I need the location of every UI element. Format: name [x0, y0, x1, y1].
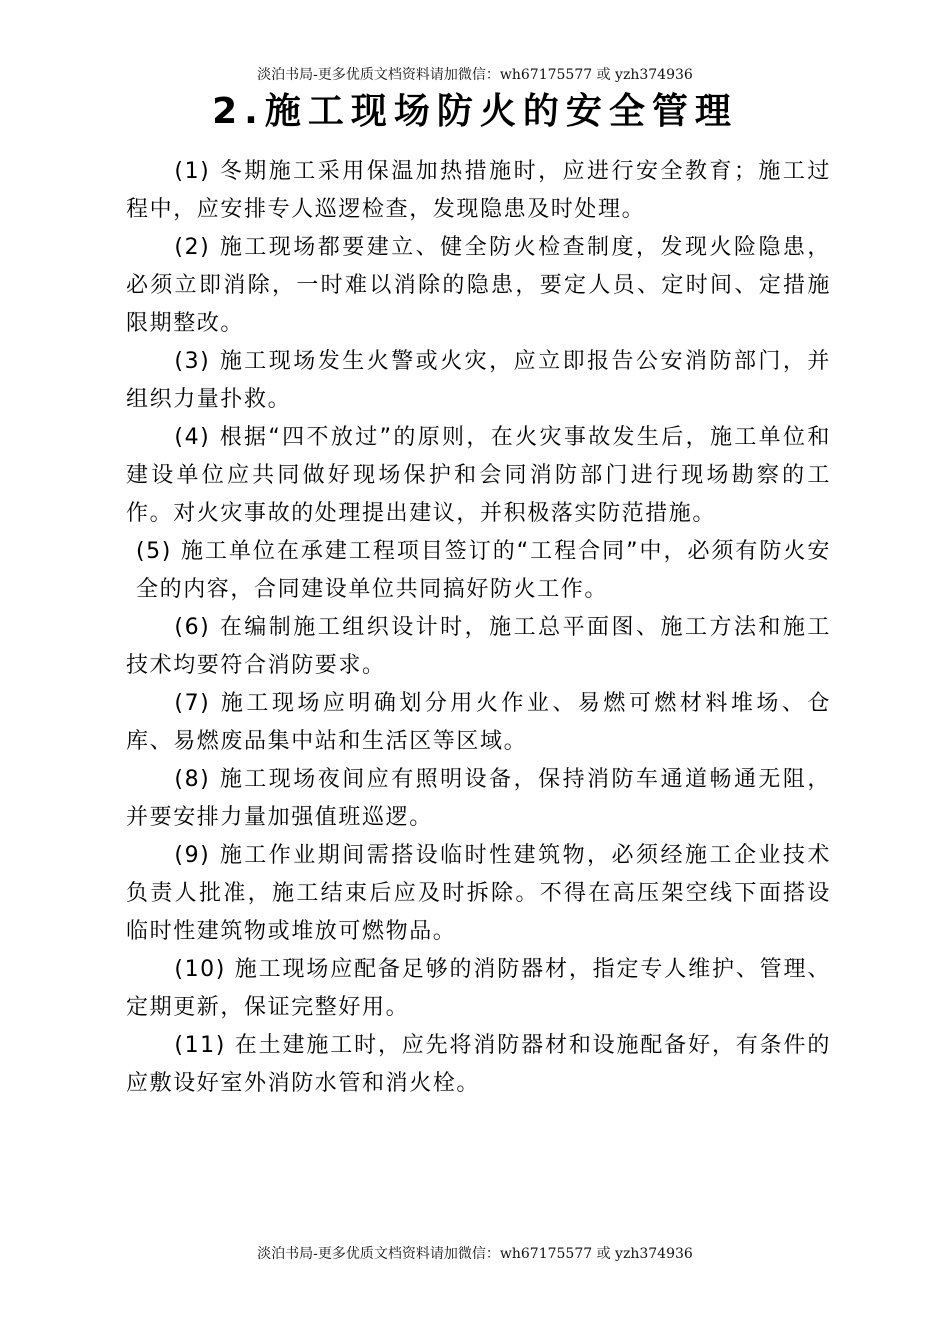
page-title: 2.施工现场防火的安全管理 [212, 91, 738, 132]
paragraph-6: (6) 在编制施工组织设计时，施工总平面图、施工方法和施工技术均要符合消防要求。 [126, 615, 831, 678]
paragraph-5: (5) 施工单位在承建工程项目签订的“工程合同”中，必须有防火安全的内容，合同建设单位共同搞好防火工作。 [136, 539, 831, 602]
paragraph-9: (9) 施工作业期间需搭设临时性建筑物，必须经施工企业技术负责人批准，施工结束后应及时拆除。不得在高压架空线下面搭设临时性建筑物或堆放可燃物品。 [126, 843, 831, 944]
paragraph-3: (3) 施工现场发生火警或火灾，应立即报告公安消防部门，并组织力量扑救。 [126, 349, 831, 412]
document-body [126, 153, 831, 1103]
paragraph-4: (4) 根据“四不放过”的原则，在火灾事故发生后，施工单位和建设单位应共同做好现场保护和会同消防部门进行现场勘察的工作。对火灾事故的处理提出建议，并积极落实防范措施。 [126, 425, 831, 526]
footer-watermark-note: 淡泊书局-更多优质文档资料请加微信：wh67175577 或 yzh374936 [257, 1246, 693, 1262]
header-watermark-note: 淡泊书局-更多优质文档资料请加微信：wh67175577 或 yzh374936 [257, 67, 693, 83]
paragraph-2: (2) 施工现场都要建立、健全防火检查制度，发现火险隐患，必须立即消除，一时难以消除的隐患，要定人员、定时间、定措施限期整改。 [126, 235, 831, 336]
paragraph-11: (11) 在土建施工时，应先将消防器材和设施配备好，有条件的应敷设好室外消防水管和消火栓。 [126, 1033, 831, 1096]
paragraph-7: (7) 施工现场应明确划分用火作业、易燃可燃材料堆场、仓库、易燃废品集中站和生活区等区域。 [126, 691, 831, 754]
paragraph-10: (10) 施工现场应配备足够的消防器材，指定专人维护、管理、定期更新，保证完整好用。 [126, 957, 831, 1020]
paragraph-1: (1) 冬期施工采用保温加热措施时，应进行安全教育；施工过程中，应安排专人巡逻检查，发现隐患及时处理。 [126, 159, 831, 222]
paragraph-8: (8) 施工现场夜间应有照明设备，保持消防车通道畅通无阻，并要安排力量加强值班巡逻。 [126, 767, 831, 830]
